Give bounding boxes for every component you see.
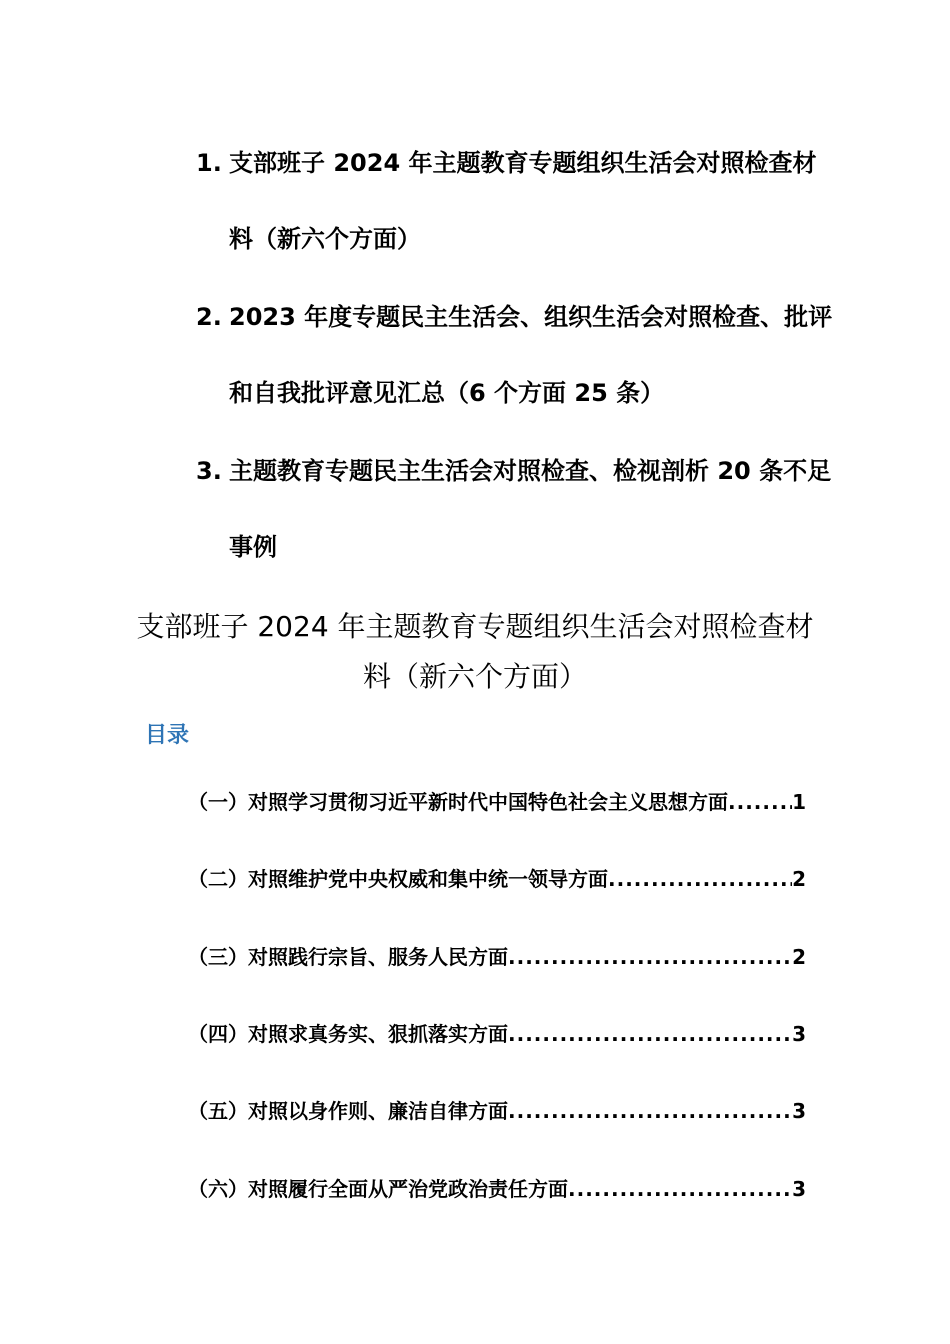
toc-leader-dots	[608, 863, 792, 895]
item-number: 3.	[196, 457, 222, 485]
toc-entry-page: 3	[792, 1099, 806, 1123]
toc-entry-page: 3	[792, 1022, 806, 1046]
toc-leader-dots	[568, 1173, 792, 1205]
toc-heading: 目录	[145, 723, 190, 748]
toc-leader-dots	[508, 1095, 792, 1127]
toc-entry[interactable]	[188, 1095, 806, 1127]
toc-entry-label: （三）对照践行宗旨、服务人民方面	[188, 945, 508, 969]
item-text: 支部班子 2024 年主题教育专题组织生活会对照检查材料（新六个方面）	[229, 149, 817, 253]
toc-leader-dots	[508, 1018, 792, 1050]
toc-entry-page: 3	[792, 1177, 806, 1201]
numbered-item-1	[196, 125, 836, 277]
numbered-item-3	[196, 433, 836, 585]
item-text: 2023 年度专题民主生活会、组织生活会对照检查、批评和自我批评意见汇总（6 个方面 25 条）	[229, 303, 833, 407]
toc-leader-dots	[508, 941, 792, 973]
toc-leader-dots	[728, 786, 792, 818]
toc-entry-label: （二）对照维护党中央权威和集中统一领导方面	[188, 867, 608, 891]
toc-entry-page: 1	[792, 790, 806, 814]
numbered-item-2	[196, 279, 836, 431]
document-title: 支部班子 2024 年主题教育专题组织生活会对照检查材料（新六个方面）	[136, 610, 814, 693]
toc-entry[interactable]	[188, 1173, 806, 1205]
toc-entry[interactable]	[188, 941, 806, 973]
item-number: 2.	[196, 303, 222, 331]
toc-entry-page: 2	[792, 867, 806, 891]
toc-entry-label: （四）对照求真务实、狠抓落实方面	[188, 1022, 508, 1046]
toc-entry[interactable]	[188, 863, 806, 895]
toc-entry-label: （五）对照以身作则、廉洁自律方面	[188, 1099, 508, 1123]
toc-entry[interactable]	[188, 1018, 806, 1050]
toc-entry-label: （六）对照履行全面从严治党政治责任方面	[188, 1177, 568, 1201]
toc-entry-page: 2	[792, 945, 806, 969]
toc-entry-label: （一）对照学习贯彻习近平新时代中国特色社会主义思想方面	[188, 790, 728, 814]
item-text: 主题教育专题民主生活会对照检查、检视剖析 20 条不足事例	[229, 457, 832, 561]
toc-entry[interactable]	[188, 786, 806, 818]
item-number: 1.	[196, 149, 222, 177]
